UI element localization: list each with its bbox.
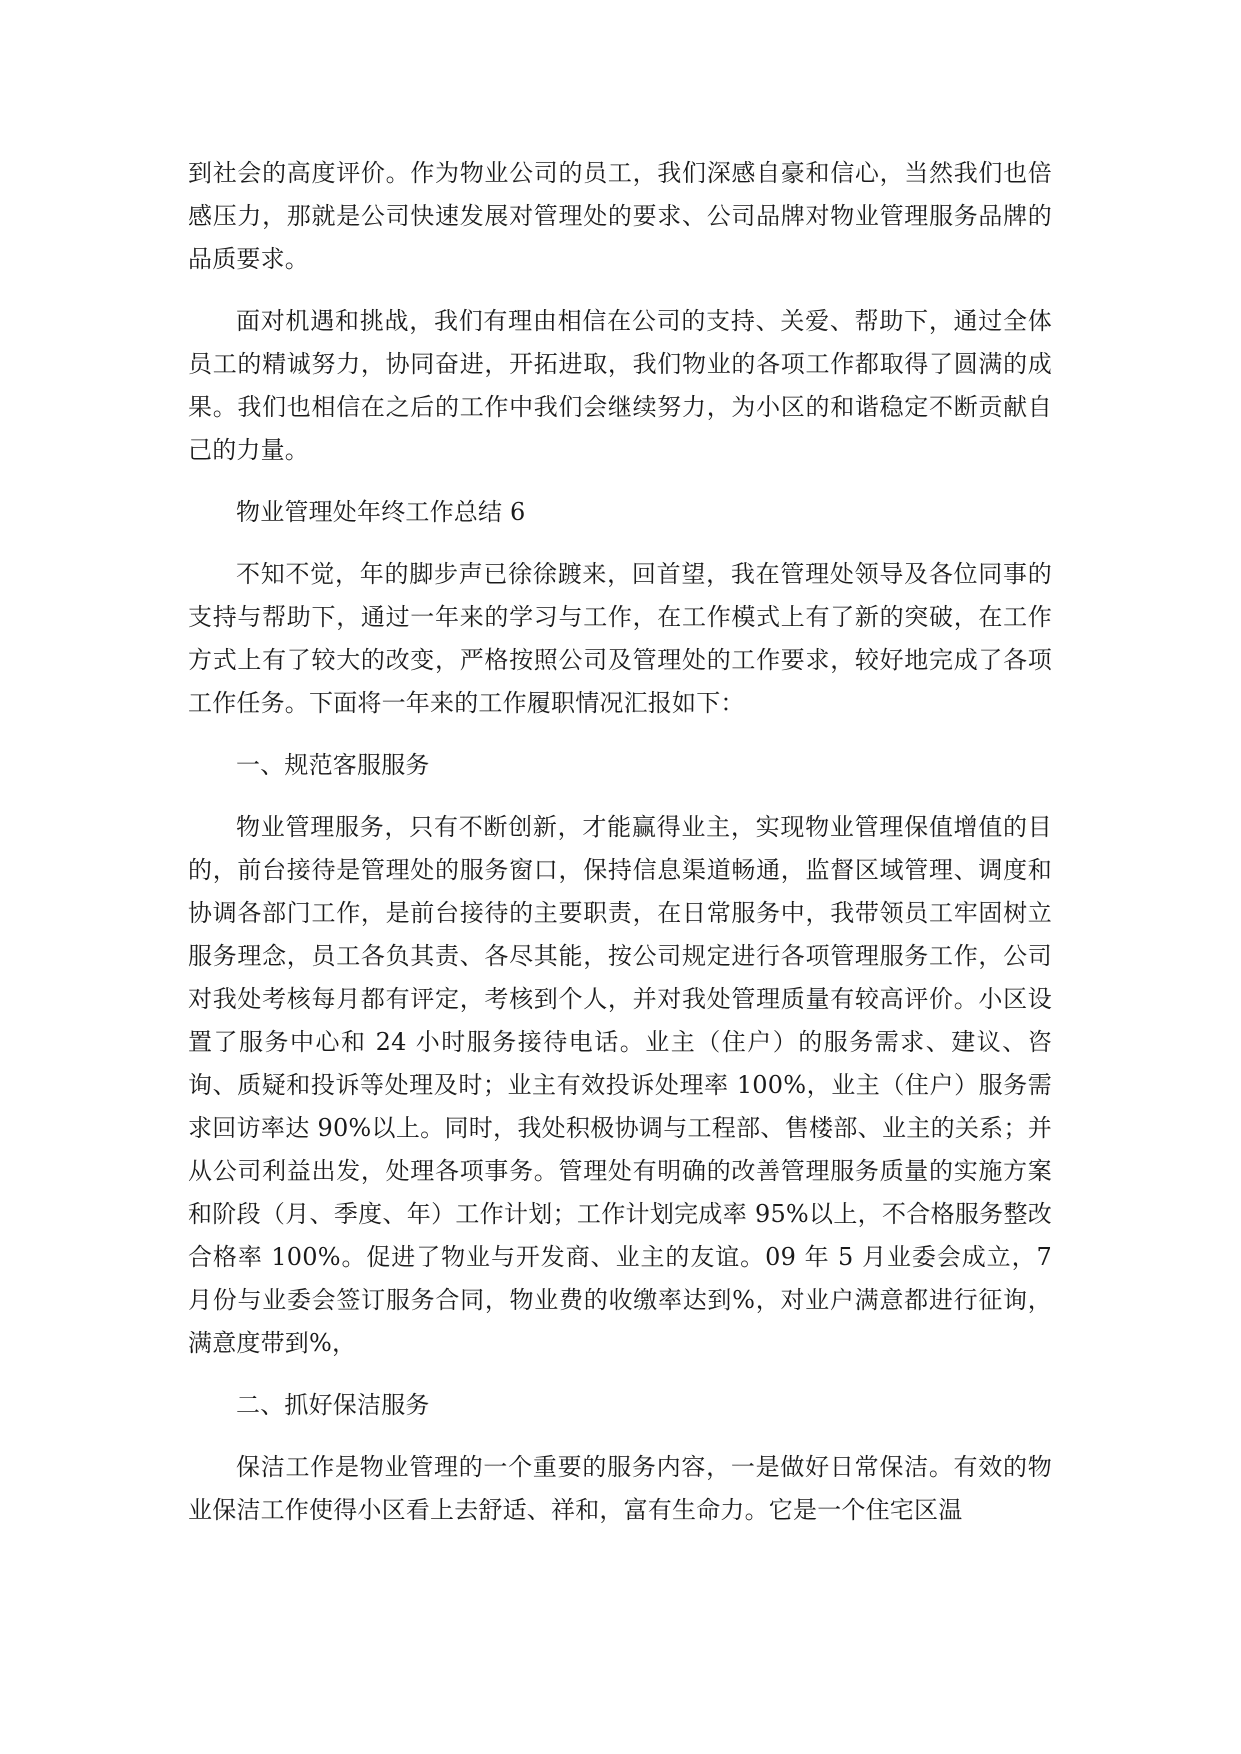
document-page — [188, 152, 1052, 1532]
heading-2: 二、抓好保洁服务 — [236, 1391, 430, 1419]
paragraph-2: 面对机遇和挑战，我们有理由相信在公司的支持、关爱、帮助下，通过全体员工的精诚努力，协同奋进，开拓进取，我们物业的各项工作都取得了圆满的成果。我们也相信在之后的工作中我们会继续努力，为小区的和谐稳定不断贡献自己的力量。 — [188, 307, 1052, 464]
paragraph-1: 到社会的高度评价。作为物业公司的员工，我们深感自豪和信心，当然我们也倍感压力，那就是公司快速发展对管理处的要求、公司品牌对物业管理服务品牌的品质要求。 — [188, 159, 1052, 273]
paragraph-4: 物业管理服务，只有不断创新，才能赢得业主，实现物业管理保值增值的目的，前台接待是管理处的服务窗口，保持信息渠道畅通，监督区域管理、调度和协调各部门工作，是前台接待的主要职责，在日常服务中，我带领员工牢固树立服务理念，员工各负其责、各尽其能，按公司规定进行各项管理服务工作，公司对我处考核每月都有评定，考核到个人，并对我处管理质量有较高评价。小区设置了服务中心和 24 小时服务接待电话。业主（住户）的服务需求、建议、咨询、质疑和投诉等处理及时；业主有效投诉处理率 100%，业主（住户）服务需求回访率达 90%以上。同时，我处积极协调与工程部、售楼部、业主的关系；并从公司利益出发，处理各项事务。管理处有明确的改善管理服务质量的实施方案和阶段（月、季度、年）工作计划；工作计划完成率 95%以上，不合格服务整改合格率 100%。促进了物业与开发商、业主的友谊。09 年 5 月业委会成立，7 月份与业委会签订服务合同，物业费的收缴率达到%，对业户满意都进行征询，满意度带到%， — [188, 813, 1052, 1357]
paragraph-5: 保洁工作是物业管理的一个重要的服务内容，一是做好日常保洁。有效的物业保洁工作使得小区看上去舒适、祥和，富有生命力。它是一个住宅区温 — [188, 1453, 1052, 1524]
paragraph-3: 不知不觉，年的脚步声已徐徐踱来，回首望，我在管理处领导及各位同事的支持与帮助下，通过一年来的学习与工作，在工作模式上有了新的突破，在工作方式上有了较大的改变，严格按照公司及管理处的工作要求，较好地完成了各项工作任务。下面将一年来的工作履职情况汇报如下： — [188, 560, 1052, 717]
heading-1: 一、规范客服服务 — [236, 751, 430, 779]
section-title: 物业管理处年终工作总结 6 — [236, 498, 526, 526]
